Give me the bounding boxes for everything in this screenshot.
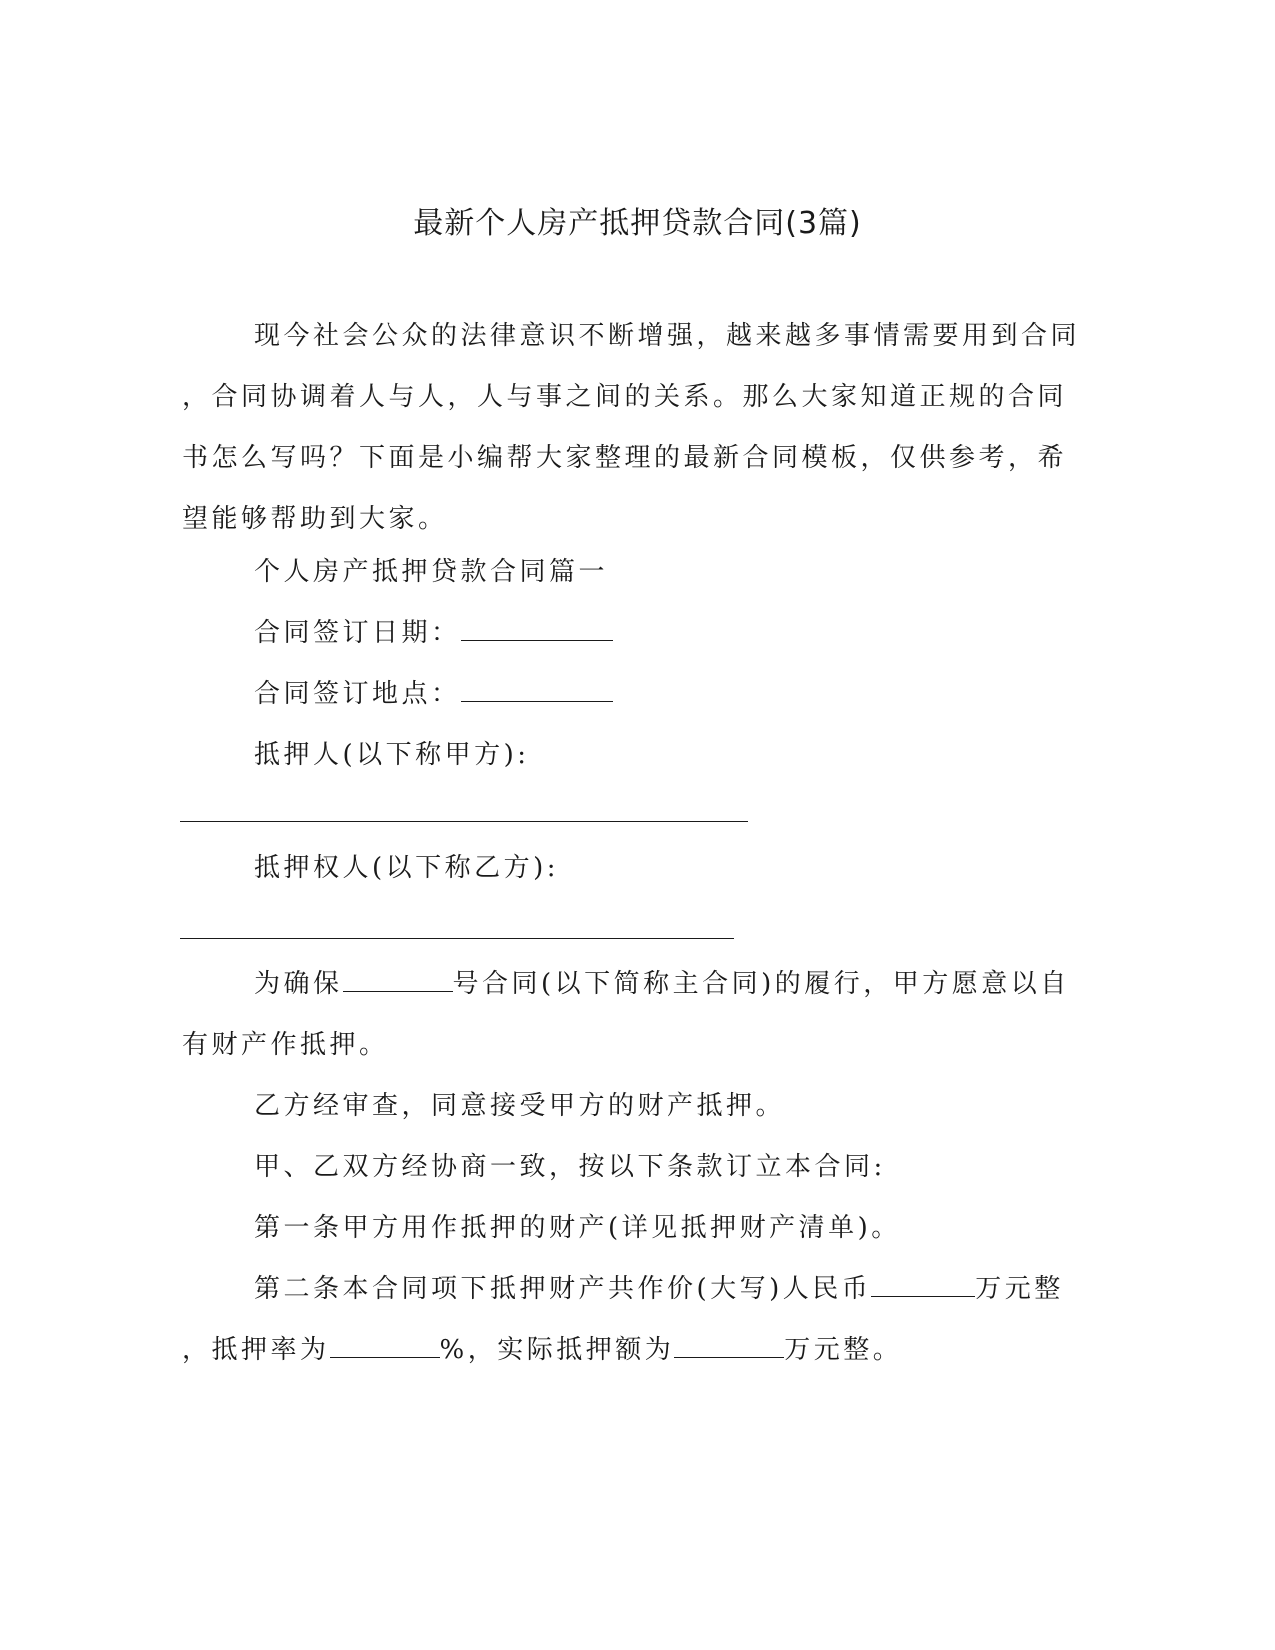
mortgage-rate-blank[interactable]	[330, 1335, 440, 1358]
mortgage-amount-blank[interactable]	[674, 1335, 784, 1358]
article-2-text-d: %，实际抵押额为	[439, 1335, 675, 1365]
intro-line-2: ，合同协调着人与人，人与事之间的关系。那么大家知道正规的合同	[182, 382, 1068, 412]
contract-number-blank[interactable]	[343, 969, 453, 992]
sign-date-blank[interactable]	[461, 618, 613, 641]
ensure-line-1	[182, 954, 1070, 1015]
mortgagee-label: 抵押权人(以下称乙方):	[254, 853, 560, 883]
ensure-line-2: 有财产作抵押。	[182, 1030, 389, 1060]
article-2-line-1	[182, 1259, 1062, 1320]
review-paragraph: 乙方经审查，同意接受甲方的财产抵押。	[254, 1091, 786, 1121]
mortgagor-label: 抵押人(以下称甲方):	[254, 740, 530, 770]
article-2-text-b: 万元整	[975, 1274, 1064, 1304]
intro-paragraph	[182, 306, 1081, 550]
ensure-text-a: 为确保	[254, 969, 343, 999]
article-1: 第一条甲方用作抵押的财产(详见抵押财产清单)。	[254, 1213, 901, 1243]
section-heading: 个人房产抵押贷款合同篇一	[254, 557, 609, 587]
article-2-text-e: 万元整。	[784, 1335, 903, 1365]
agree-paragraph: 甲、乙双方经协商一致，按以下条款订立本合同:	[254, 1152, 886, 1182]
mortgagee-blank-line[interactable]	[180, 938, 734, 939]
article-2-text-a: 第二条本合同项下抵押财产共作价(大写)人民币	[254, 1274, 872, 1304]
intro-line-3: 书怎么写吗？下面是小编帮大家整理的最新合同模板，仅供参考，希	[182, 443, 1068, 473]
article-2-line-2	[182, 1320, 1062, 1381]
contract-body	[182, 954, 1070, 1381]
sign-date-line	[182, 603, 1062, 664]
article-2-text-c: ，抵押率为	[182, 1335, 330, 1365]
contract-header	[182, 542, 1062, 786]
sign-date-label: 合同签订日期：	[254, 618, 461, 648]
ensure-text-b: 号合同(以下简称主合同)的履行，甲方愿意以自	[452, 969, 1070, 999]
mortgagor-blank-line[interactable]	[180, 821, 748, 822]
intro-line-4: 望能够帮助到大家。	[182, 504, 448, 534]
intro-line-1: 现今社会公众的法律意识不断增强，越来越多事情需要用到合同	[254, 321, 1081, 351]
document-title: 最新个人房产抵押贷款合同(3篇)	[413, 206, 862, 241]
mortgagee-block	[182, 838, 1062, 899]
valuation-blank[interactable]	[871, 1274, 975, 1297]
sign-place-line	[182, 664, 1062, 725]
sign-place-label: 合同签订地点：	[254, 679, 461, 709]
sign-place-blank[interactable]	[461, 679, 613, 702]
